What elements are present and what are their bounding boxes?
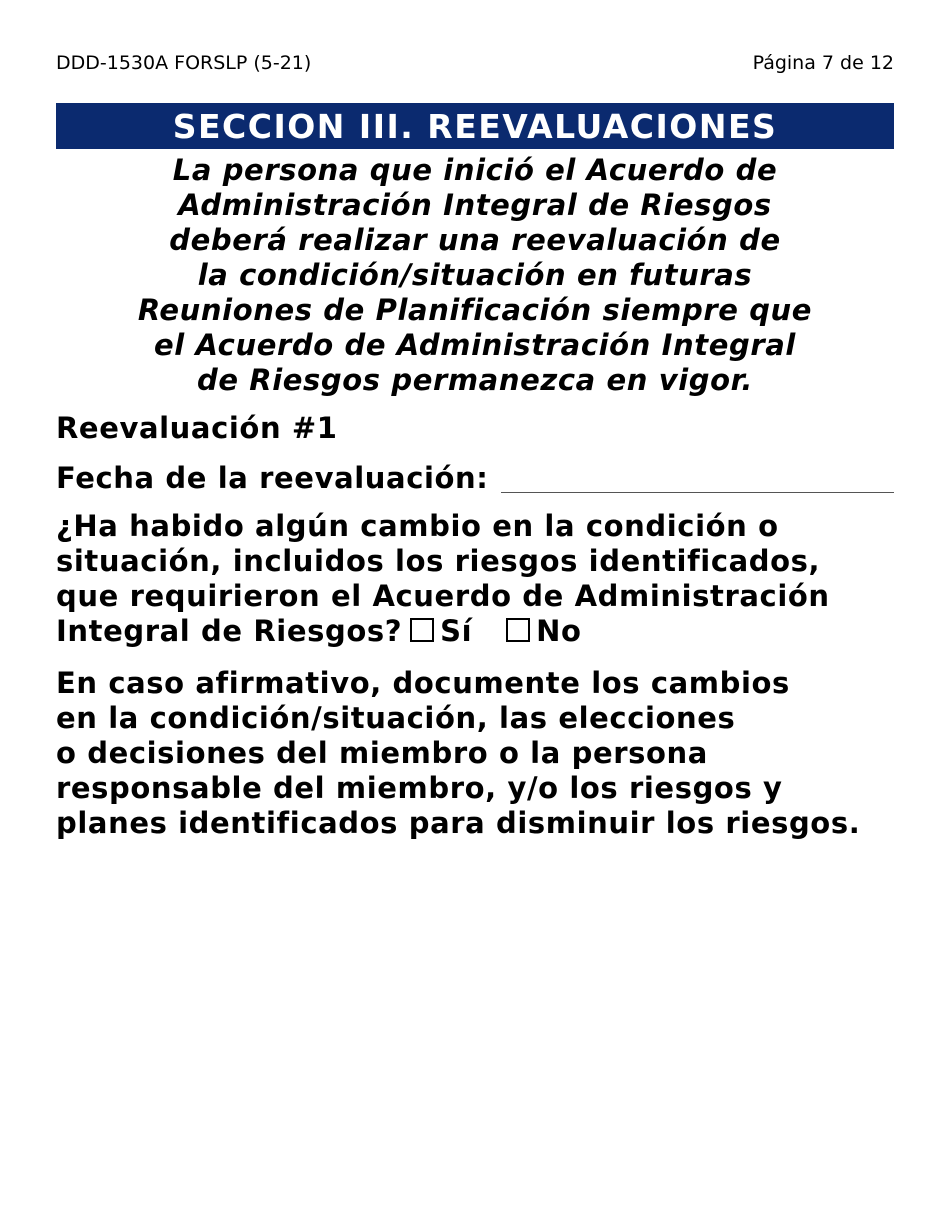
page-header <box>56 52 894 74</box>
followup-line: En caso afirmativo, documente los cambios <box>56 666 790 700</box>
section-banner <box>56 103 894 149</box>
intro-line: La persona que inició el Acuerdo de <box>172 153 778 187</box>
question-line: ¿Ha habido algún cambio en la condición o <box>56 509 779 543</box>
intro-line: deberá realizar una reevaluación de <box>169 223 781 257</box>
no-checkbox[interactable] <box>506 618 530 642</box>
yes-label: Sí <box>440 614 473 648</box>
question-line: que requirieron el Acuerdo de Administración <box>56 579 830 613</box>
no-label: No <box>536 614 582 648</box>
intro-line: Administración Integral de Riesgos <box>178 188 772 222</box>
question-line: situación, incluidos los riesgos identificados, <box>56 544 821 578</box>
section-title: SECCION III. REEVALUACIONES <box>172 106 778 146</box>
change-question <box>56 509 910 649</box>
yes-checkbox[interactable] <box>410 618 434 642</box>
date-field[interactable] <box>501 464 895 493</box>
followup-line: en la condición/situación, las elecciones <box>56 701 736 735</box>
question-last-line <box>56 614 910 649</box>
intro-line: de Riesgos permanezca en vigor. <box>196 363 754 397</box>
date-label: Fecha de la reevaluación: <box>56 461 489 495</box>
page-number: Página 7 de 12 <box>752 52 894 74</box>
followup-line: o decisiones del miembro o la persona <box>56 736 708 770</box>
date-row <box>56 461 894 495</box>
question-line: Integral de Riesgos? <box>56 614 403 648</box>
intro-line: el Acuerdo de Administración Integral <box>154 328 796 362</box>
reevaluation-title: Reevaluación #1 <box>56 411 338 445</box>
form-id: DDD-1530A FORSLP (5-21) <box>56 52 312 74</box>
followup-line: responsable del miembro, y/o los riesgos y <box>56 771 783 805</box>
intro-paragraph <box>56 153 894 398</box>
intro-line: la condición/situación en futuras <box>197 258 753 292</box>
intro-line: Reuniones de Planificación siempre que <box>137 293 813 327</box>
followup-line: planes identificados para disminuir los riesgos. <box>56 806 861 840</box>
followup-instructions <box>56 666 920 841</box>
